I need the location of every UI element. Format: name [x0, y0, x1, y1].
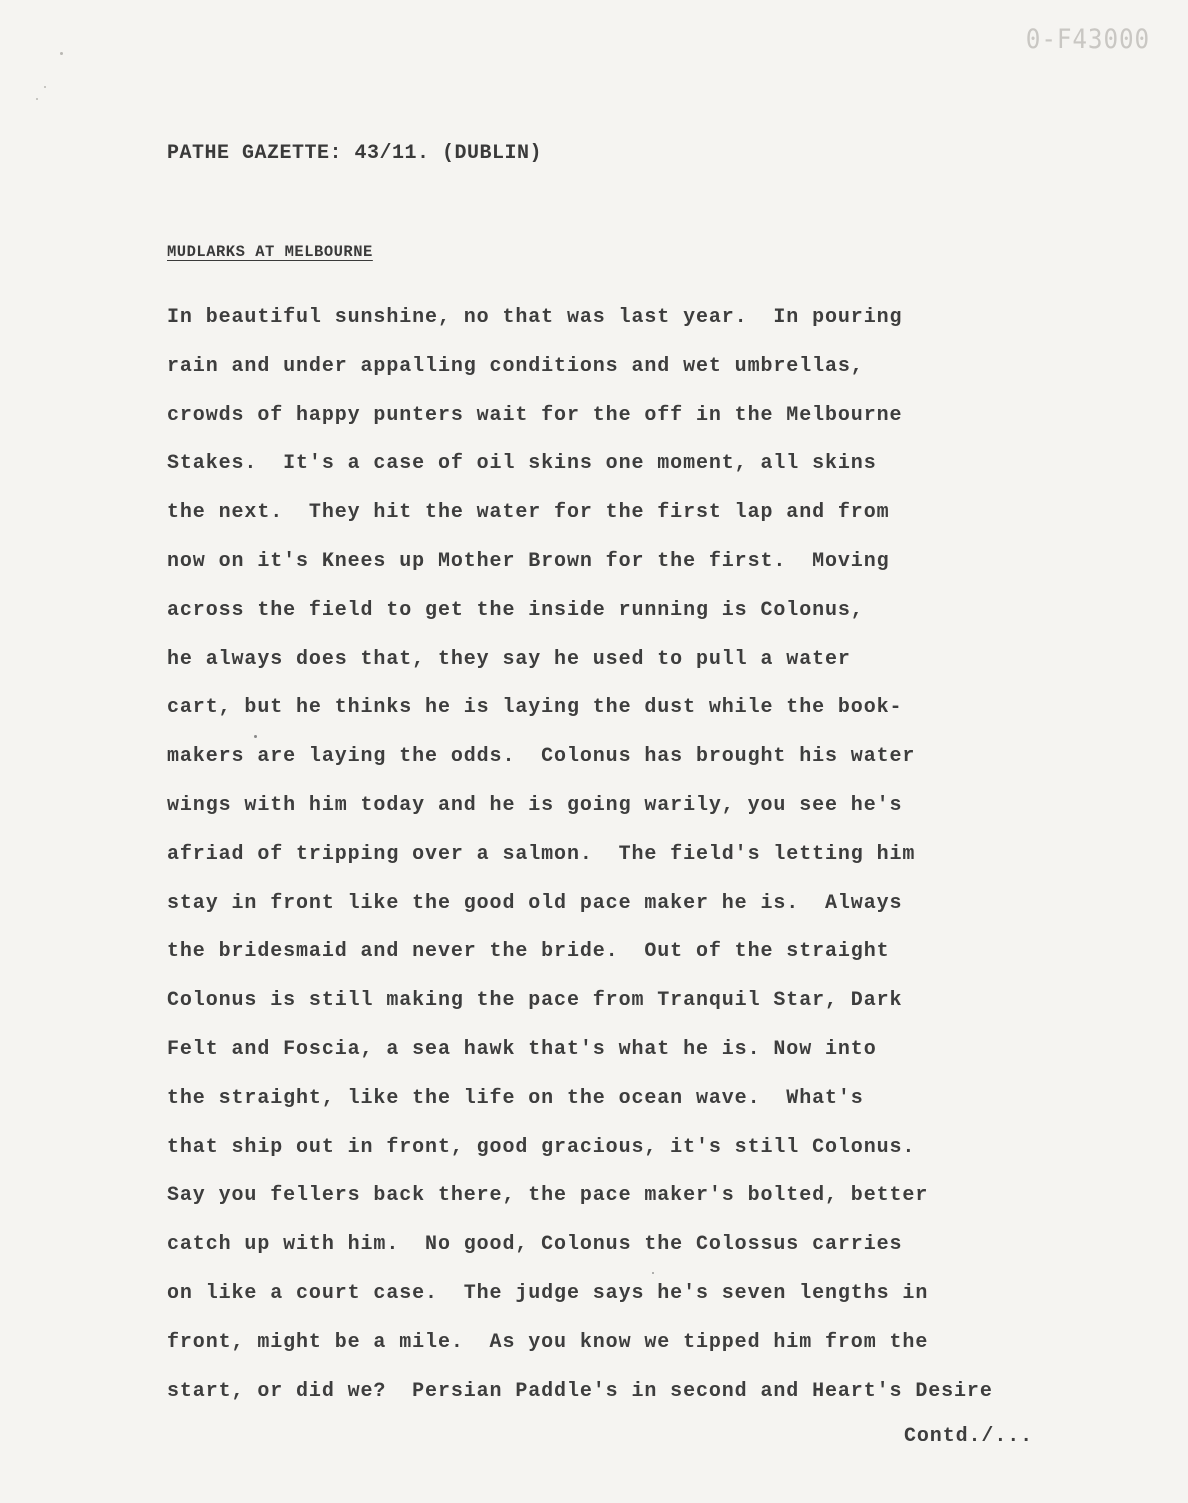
body-line: the next. They hit the water for the first lap and from	[167, 501, 890, 525]
body-line: makers are laying the odds. Colonus has brought his water	[167, 745, 916, 769]
body-line: afriad of tripping over a salmon. The field's letting him	[167, 842, 916, 866]
body-line: that ship out in front, good gracious, it's still Colonus.	[167, 1135, 916, 1159]
paper-speck	[60, 52, 63, 55]
body-line: rain and under appalling conditions and wet umbrellas,	[167, 354, 864, 378]
archive-reference-number: 0-F43000	[1025, 24, 1150, 55]
document-header: PATHE GAZETTE: 43/11. (DUBLIN)	[167, 142, 543, 165]
body-line: he always does that, they say he used to pull a water	[167, 647, 851, 671]
body-line: now on it's Knees up Mother Brown for the first. Moving	[167, 549, 890, 573]
paper-speck	[44, 86, 46, 88]
body-line: cart, but he thinks he is laying the dust while the book-	[167, 696, 903, 720]
body-line: Stakes. It's a case of oil skins one moment, all skins	[167, 452, 877, 476]
body-line: stay in front like the good old pace maker he is. Always	[167, 891, 903, 915]
story-title: MUDLARKS AT MELBOURNE	[167, 243, 373, 261]
body-line: wings with him today and he is going warily, you see he's	[167, 793, 903, 817]
story-body	[167, 294, 993, 1416]
body-line: front, might be a mile. As you know we tipped him from the	[167, 1330, 929, 1354]
body-line: on like a court case. The judge says he's seven lengths in	[167, 1281, 929, 1305]
body-line: Say you fellers back there, the pace maker's bolted, better	[167, 1184, 929, 1208]
body-line: the bridesmaid and never the bride. Out of the straight	[167, 940, 890, 964]
body-line: the straight, like the life on the ocean wave. What's	[167, 1086, 864, 1110]
body-line: Felt and Foscia, a sea hawk that's what he is. Now into	[167, 1037, 877, 1061]
body-line: In beautiful sunshine, no that was last year. In pouring	[167, 306, 903, 329]
body-line: start, or did we? Persian Paddle's in second and Heart's Desire	[167, 1379, 993, 1403]
body-line: crowds of happy punters wait for the off in the Melbourne	[167, 403, 903, 427]
body-line: Colonus is still making the pace from Tranquil Star, Dark	[167, 989, 903, 1013]
body-line: catch up with him. No good, Colonus the Colossus carries	[167, 1233, 903, 1257]
body-line: across the field to get the inside running is Colonus,	[167, 598, 864, 622]
paper-speck	[36, 98, 38, 100]
continued-marker: Contd./...	[904, 1425, 1034, 1448]
